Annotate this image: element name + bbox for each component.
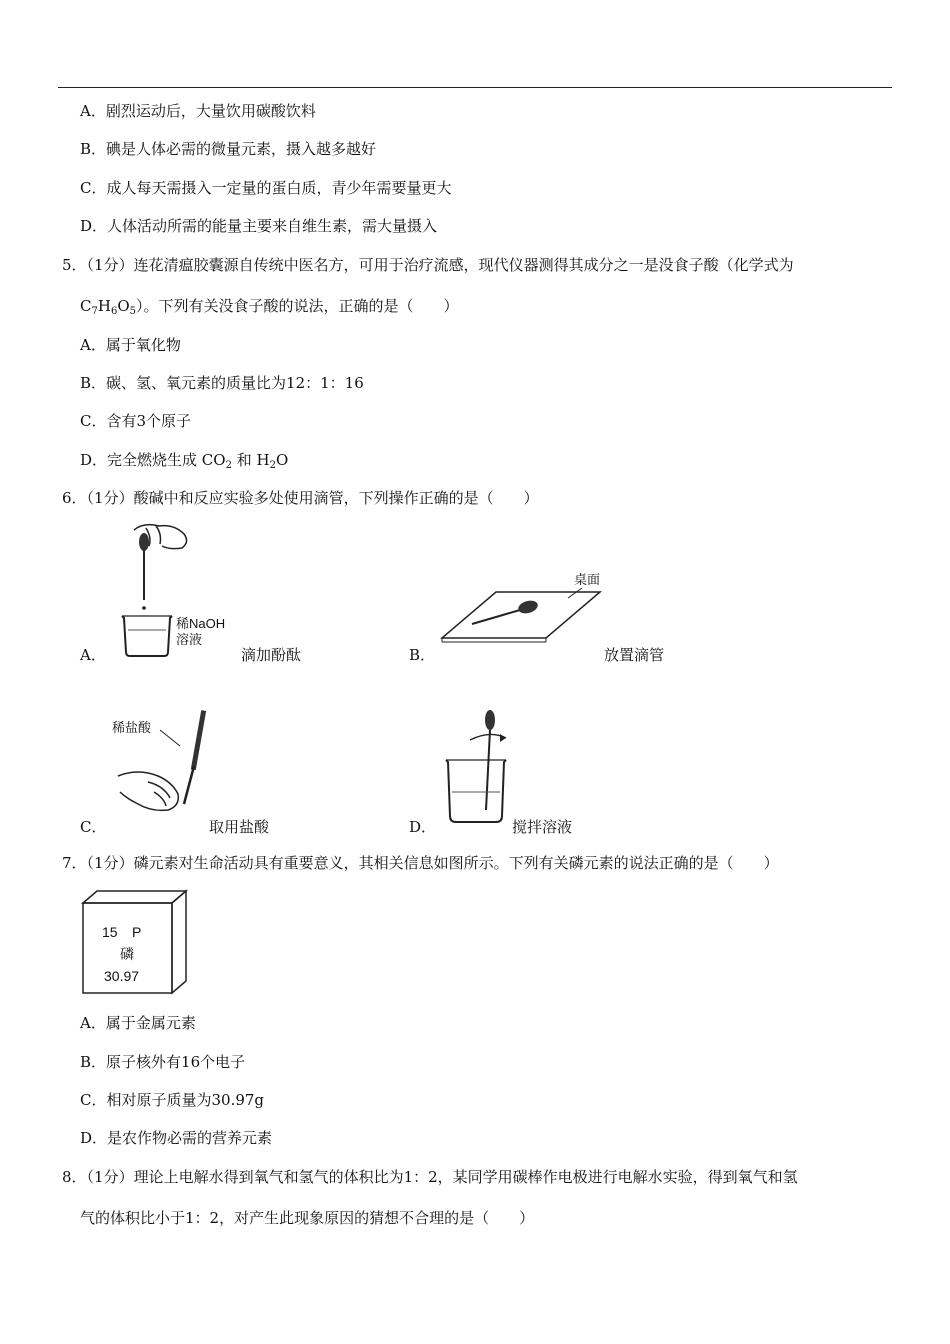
q5-option-a: A．属于氧化物 [80,336,181,354]
q5-option-d-sub1: 2 [225,460,232,471]
fig-b-label-table: 桌面 [574,572,601,587]
q6-label-b: B． [409,646,436,664]
q5-stem-rest: ）。下列有关没食子酸的说法，正确的是（ ） [136,297,459,315]
element-symbol: P [132,924,142,940]
q5-option-b: B．碳、氢、氧元素的质量比为12：1：16 [80,374,364,392]
q4-option-c: C．成人每天需摄入一定量的蛋白质，青少年需要量更大 [80,179,452,197]
q5-option-c: C．含有3个原子 [80,412,192,430]
q5-option-d-end: O [275,451,289,469]
element-name: 磷 [120,946,134,962]
formula-c-sub: 7 [91,306,98,317]
q6-figure-c [108,706,218,818]
fig-a-label-naoh: 稀NaOH [176,616,226,631]
element-mass: 30.97 [104,968,140,984]
q6-label-c: C． [80,818,107,836]
q4-option-b: B．碘是人体必需的微量元素，摄入越多越好 [80,140,377,158]
q5-option-d-prefix: D．完全燃烧生成 CO [80,451,226,469]
q5-option-d [80,450,288,470]
q6-stem: 6．（1分）酸碱中和反应实验多处使用滴管，下列操作正确的是（ ） [62,489,539,507]
header-rule [58,87,892,88]
formula-h-sub: 6 [110,306,118,317]
q6-caption-d: 搅拌溶液 [512,818,573,836]
q7-stem: 7．（1分）磷元素对生命活动具有重要意义，其相关信息如图所示。下列有关磷元素的说法正确的是（ ） [62,854,779,872]
q7-option-c: C．相对原子质量为30.97g [80,1091,265,1109]
q5-option-d-sub2: 2 [269,460,276,471]
q6-figure-a [104,520,244,660]
q6-label-d: D． [409,818,437,836]
q8-stem-line1: 8．（1分）理论上电解水得到氧气和氢气的体积比为1：2，某同学用碳棒作电极进行电解水实验，得到氧气和氢 [62,1168,798,1186]
q4-option-a: A．剧烈运动后，大量饮用碳酸饮料 [80,102,316,120]
q7-option-b: B．原子核外有16个电子 [80,1053,246,1071]
q6-figure-b [436,568,606,648]
q6-caption-b: 放置滴管 [604,646,665,664]
q7-element-card [80,889,190,997]
q7-option-a: A．属于金属元素 [80,1014,196,1032]
q7-option-d: D．是农作物必需的营养元素 [80,1129,273,1147]
q6-figure-d [440,706,520,828]
q5-stem-line1: 5．（1分）连花清瘟胶囊源自传统中医名方，可用于治疗流感，现代仪器测得其成分之一是没食子酸（化学式为 [62,256,794,274]
formula-h: H [97,297,111,315]
q6-caption-a: 滴加酚酞 [241,646,302,664]
q6-caption-c: 取用盐酸 [209,818,270,836]
formula-c: C [80,297,92,315]
q5-option-d-mid: 和 H [231,451,270,469]
fig-c-label-hcl: 稀盐酸 [112,720,152,735]
formula-o: O [117,297,130,315]
element-number: 15 [102,924,118,940]
fig-a-label-solution: 溶液 [176,632,203,647]
q5-stem-line2 [80,296,459,316]
q8-stem-line2: 气的体积比小于1：2，对产生此现象原因的猜想不合理的是（ ） [80,1209,535,1227]
q6-label-a: A． [80,646,106,664]
q4-option-d: D．人体活动所需的能量主要来自维生素，需大量摄入 [80,217,438,235]
formula-o-sub: 5 [129,306,137,317]
